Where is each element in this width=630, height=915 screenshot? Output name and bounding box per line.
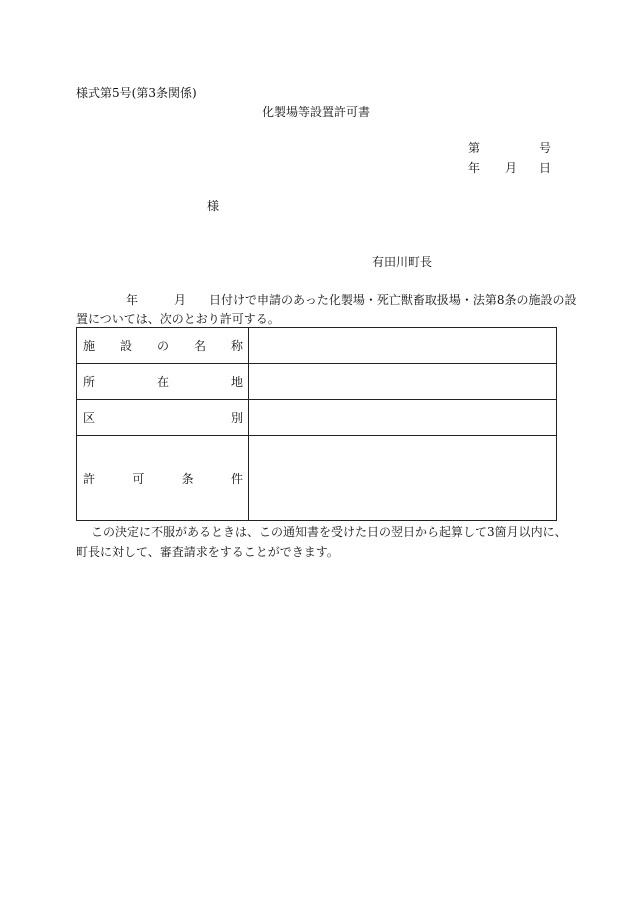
body-text-line1 (126, 293, 577, 307)
doc-number-suffix: 号 (539, 141, 552, 155)
appeal-notice-line2: 町長に対して、審査請求をすることができます。 (76, 545, 339, 559)
table-row-facility-name (77, 328, 557, 364)
addressee-honorific: 様 (207, 199, 220, 213)
date-year-label: 年 (468, 161, 481, 175)
table-row-classification (77, 400, 557, 436)
value-permit-conditions[interactable] (249, 436, 557, 521)
label-classification: 区 別 (77, 400, 249, 436)
body-text-line1-rest: 日付けで申請のあった化製場・死亡獣畜取扱場・法第8条の施設の設 (209, 293, 577, 307)
form-number: 様式第5号(第3条関係) (76, 86, 197, 100)
value-facility-name[interactable] (249, 328, 557, 364)
body-month-label: 月 (174, 293, 187, 307)
body-text-line2: 置については、次のとおり許可する。 (76, 312, 280, 326)
label-facility-name: 施 設 の 名 称 (77, 328, 249, 364)
date-day-label: 日 (539, 161, 552, 175)
value-classification[interactable] (249, 400, 557, 436)
label-location: 所 在 地 (77, 364, 249, 400)
issuer-name: 有田川町長 (372, 255, 433, 269)
appeal-notice-line1: この決定に不服があるときは、この通知書を受けた日の翌日から起算して3箇月以内に、 (91, 525, 567, 539)
table-row-conditions (77, 436, 557, 521)
label-permit-conditions: 許 可 条 件 (77, 436, 249, 521)
body-year-label: 年 (126, 293, 139, 307)
doc-number-prefix: 第 (468, 141, 481, 155)
document-title: 化製場等設置許可書 (262, 105, 371, 119)
value-location[interactable] (249, 364, 557, 400)
permit-details-table (76, 327, 557, 521)
date-month-label: 月 (505, 161, 518, 175)
table-row-location (77, 364, 557, 400)
